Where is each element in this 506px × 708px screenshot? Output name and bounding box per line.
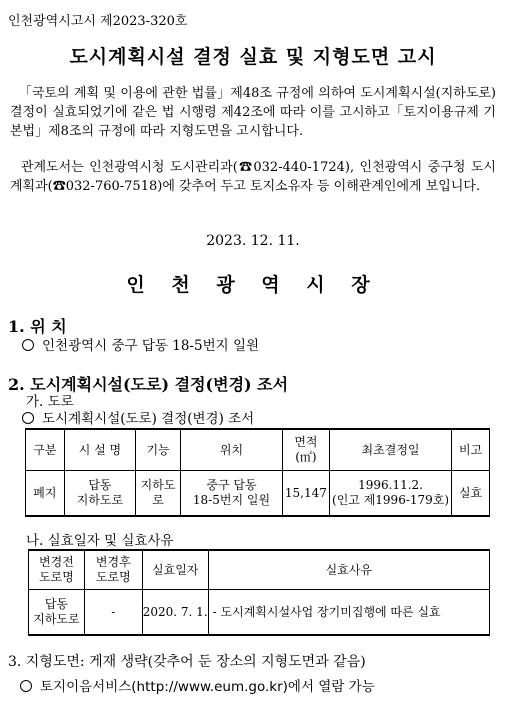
table-header-cell: 비고 bbox=[452, 429, 490, 471]
location-text: 인천광역시 중구 답동 18-5번지 일원 bbox=[42, 338, 260, 354]
table-cell: 15,147 bbox=[282, 471, 329, 517]
table-cell: 폐지 bbox=[26, 471, 65, 517]
location-heading: 1. 위 치 bbox=[8, 317, 67, 336]
body-paragraph-2-text: 관계도서는 인천광역시청 도시관리과(☎032-440-1724), 인천광역시 중구청 도시계획과(☎032-760-7518)에 갖추어 두고 토지소유자 등 이해관계인에게 보입니다. bbox=[10, 160, 496, 194]
table-header-cell: 실효일자 bbox=[142, 550, 208, 590]
facility-sub-a: 가. 도로 bbox=[26, 394, 74, 410]
table-header-cell: 변경전 도로명 bbox=[29, 550, 85, 590]
table-cell: 답동 지하도로 bbox=[64, 471, 135, 517]
body-paragraph-1-text: 「국토의 계획 및 이용에 관한 법률」제48조 규정에 의하여 도시계획시설(지하도로) 결정이 실효되었기에 같은 법 시행령 제42조에 따라 이를 고시하고「토지이용규제 기본법」제8조의 규정에 따라 지형도면을 고시합니다. bbox=[10, 86, 497, 139]
circle-bullet-icon bbox=[20, 680, 32, 692]
topo-link-text[interactable]: 토지이음서비스(http://www.eum.go.kr)에서 열람 가능 bbox=[40, 679, 375, 695]
facility-decision-table bbox=[25, 428, 490, 517]
table-cell: 2020. 7. 1. bbox=[142, 590, 208, 636]
body-paragraph-1 bbox=[10, 84, 496, 141]
topo-heading: 3. 지형도면: 게재 생략(갖추어 둔 장소의 지형도면과 같음) bbox=[8, 654, 366, 670]
body-paragraph-2 bbox=[10, 158, 496, 196]
table-cell: 중구 답동 18-5번지 일원 bbox=[180, 471, 282, 517]
table-cell: - bbox=[84, 590, 142, 636]
table-header-row bbox=[29, 550, 490, 590]
table-header-cell: 면적 (㎡) bbox=[282, 429, 329, 471]
table-cell: 답동 지하도로 bbox=[29, 590, 85, 636]
table-cell: 1996.11.2. (인고 제1996-179호) bbox=[329, 471, 451, 517]
facility-sub-b: 나. 실효일자 및 실효사유 bbox=[26, 533, 174, 549]
facility-sub-a-bullet-text: 도시계획시설(도로) 결정(변경) 조서 bbox=[42, 411, 255, 427]
expiry-table bbox=[28, 549, 490, 636]
table-cell: 실효 bbox=[452, 471, 490, 517]
notice-date: 2023. 12. 11. bbox=[206, 233, 300, 249]
table-header-cell: 위치 bbox=[180, 429, 282, 471]
table-header-cell: 변경후 도로명 bbox=[84, 550, 142, 590]
circle-bullet-icon bbox=[22, 412, 34, 424]
table-header-cell: 최초결정일 bbox=[329, 429, 451, 471]
table-header-cell: 구분 bbox=[26, 429, 65, 471]
table-cell: - 도시계획시설사업 장기미집행에 따른 실효 bbox=[208, 590, 489, 636]
table-cell: 지하도로 bbox=[136, 471, 181, 517]
table-header-cell: 실효사유 bbox=[208, 550, 489, 590]
page-title: 도시계획시설 결정 실효 및 지형도면 고시 bbox=[69, 46, 437, 68]
facility-sub-a-item bbox=[22, 407, 254, 427]
facility-heading: 2. 도시계획시설(도로) 결정(변경) 조서 bbox=[8, 375, 289, 394]
issuer-name: 인 천 광 역 시 장 bbox=[126, 274, 380, 296]
table-header-cell: 시 설 명 bbox=[64, 429, 135, 471]
table-row bbox=[26, 471, 490, 517]
notice-number: 인천광역시고시 제2023-320호 bbox=[8, 14, 188, 29]
table-header-row bbox=[26, 429, 490, 471]
location-item bbox=[22, 334, 259, 354]
table-row bbox=[29, 590, 490, 636]
table-header-cell: 기능 bbox=[136, 429, 181, 471]
topo-item bbox=[20, 675, 375, 695]
circle-bullet-icon bbox=[22, 339, 34, 351]
